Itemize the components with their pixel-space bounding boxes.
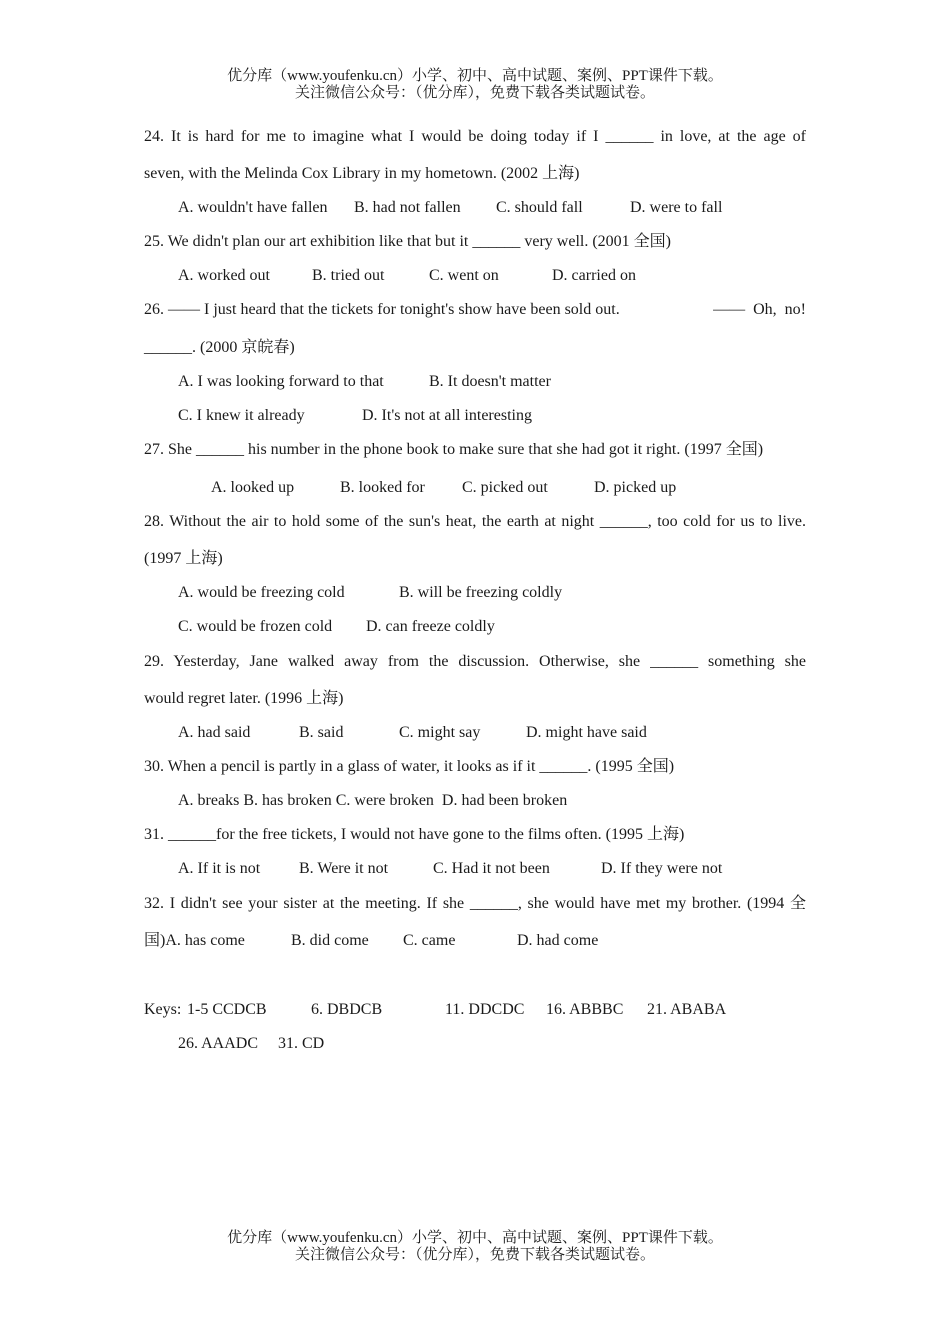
question-27-line-1: 27. She ______ his number in the phone book to make sure that she had got it right. (1997 全国) bbox=[144, 441, 764, 458]
question-24-options bbox=[178, 198, 722, 218]
option-c: C. picked out bbox=[462, 479, 548, 496]
question-25-line-1: 25. We didn't plan our art exhibition like that but it ______ very well. (2001 全国) bbox=[144, 233, 671, 250]
answer-keys-line-2 bbox=[178, 1034, 324, 1054]
key-group: 26. AAADC bbox=[178, 1035, 259, 1052]
key-group: 6. DBDCB bbox=[311, 1001, 383, 1018]
option-a: A. If it is not bbox=[178, 860, 261, 877]
option-a: 国)A. has come bbox=[144, 932, 245, 949]
option-b: B. Were it not bbox=[299, 860, 389, 877]
keys-label: Keys: bbox=[144, 1001, 182, 1018]
page-header bbox=[0, 68, 950, 102]
option-a: A. wouldn't have fallen bbox=[178, 199, 328, 216]
question-28-line-2: (1997 上海) bbox=[144, 550, 223, 567]
option-a: A. I was looking forward to that bbox=[178, 373, 384, 390]
question-28-options-1 bbox=[178, 583, 562, 603]
option-d: D. can freeze coldly bbox=[366, 618, 495, 635]
question-29-line-2: would regret later. (1996 上海) bbox=[144, 690, 344, 707]
question-32-line-1: 32. I didn't see your sister at the meeting. If she ______, she would have met my brother. (1994 全 bbox=[144, 895, 806, 912]
footer-line-2: 关注微信公众号：（优分库），免费下载各类试题试卷。 bbox=[294, 1247, 655, 1263]
option-a: A. would be freezing cold bbox=[178, 584, 345, 601]
option-b: B. said bbox=[299, 724, 344, 741]
footer-line-1: 优分库（www.youfenku.cn）小学、初中、高中试题、案例、PPT课件下载。 bbox=[227, 1230, 723, 1246]
question-32-line-2 bbox=[144, 931, 598, 951]
header-line-2: 关注微信公众号：（优分库），免费下载各类试题试卷。 bbox=[294, 85, 655, 101]
option-b: B. looked for bbox=[340, 479, 425, 496]
key-group: 31. CD bbox=[278, 1035, 325, 1052]
question-29-options bbox=[178, 723, 647, 743]
option-d: D. It's not at all interesting bbox=[362, 407, 532, 424]
option-d: D. If they were not bbox=[601, 860, 723, 877]
question-31-options bbox=[178, 859, 722, 879]
question-24-line-1: 24. It is hard for me to imagine what I would be doing today if I ______ in love, at the age of bbox=[144, 128, 806, 145]
option-d: D. might have said bbox=[526, 724, 647, 741]
page-footer bbox=[0, 1230, 950, 1264]
option-b: B. tried out bbox=[312, 267, 385, 284]
question-28-options-2 bbox=[178, 617, 495, 637]
option-c: C. I knew it already bbox=[178, 407, 305, 424]
option-c: C. went on bbox=[429, 267, 499, 284]
question-31-line-1: 31. ______for the free tickets, I would not have gone to the films often. (1995 上海) bbox=[144, 826, 685, 843]
option-c: C. would be frozen cold bbox=[178, 618, 333, 635]
key-group: 11. DDCDC bbox=[445, 1001, 525, 1018]
question-26-line-1b: —— Oh, no! bbox=[713, 301, 806, 318]
option-c: C. Had it not been bbox=[433, 860, 550, 877]
question-26-line-2: ______. (2000 京皖春) bbox=[144, 339, 295, 356]
option-b: B. It doesn't matter bbox=[429, 373, 551, 390]
question-28-line-1: 28. Without the air to hold some of the sun's heat, the earth at night ______, too cold for us to live. bbox=[144, 513, 806, 530]
option-d: D. were to fall bbox=[630, 199, 723, 216]
option-d: D. picked up bbox=[594, 479, 677, 496]
option-d: D. had come bbox=[517, 932, 599, 949]
option-b: B. did come bbox=[291, 932, 369, 949]
option-c: C. came bbox=[403, 932, 456, 949]
option-c: C. should fall bbox=[496, 199, 583, 216]
question-24-line-2: seven, with the Melinda Cox Library in my hometown. (2002 上海) bbox=[144, 165, 580, 182]
key-group: 21. ABABA bbox=[647, 1001, 727, 1018]
option-a: A. worked out bbox=[178, 267, 270, 284]
answer-keys-line-1 bbox=[144, 1000, 726, 1020]
option-c: C. might say bbox=[399, 724, 481, 741]
option-a: A. looked up bbox=[211, 479, 295, 496]
question-26-line-1a: 26. —— I just heard that the tickets for tonight's show have been sold out. bbox=[144, 301, 620, 318]
header-line-1: 优分库（www.youfenku.cn）小学、初中、高中试题、案例、PPT课件下载。 bbox=[227, 68, 723, 84]
option-b: B. will be freezing coldly bbox=[399, 584, 563, 601]
question-25-options bbox=[178, 266, 636, 286]
question-27-options bbox=[211, 478, 676, 498]
question-26-options-1 bbox=[178, 372, 551, 392]
option-a: A. had said bbox=[178, 724, 251, 741]
question-29-line-1: 29. Yesterday, Jane walked away from the discussion. Otherwise, she ______ something she bbox=[144, 653, 806, 670]
option-d: D. carried on bbox=[552, 267, 636, 284]
question-30-line-1: 30. When a pencil is partly in a glass of water, it looks as if it ______. (1995 全国) bbox=[144, 758, 675, 775]
question-26-options-2 bbox=[178, 406, 532, 426]
option-b: B. had not fallen bbox=[354, 199, 461, 216]
key-group: 16. ABBBC bbox=[546, 1001, 624, 1018]
key-group: 1-5 CCDCB bbox=[187, 1001, 267, 1018]
question-30-options: A. breaks B. has broken C. were broken D. had been broken bbox=[178, 792, 568, 809]
